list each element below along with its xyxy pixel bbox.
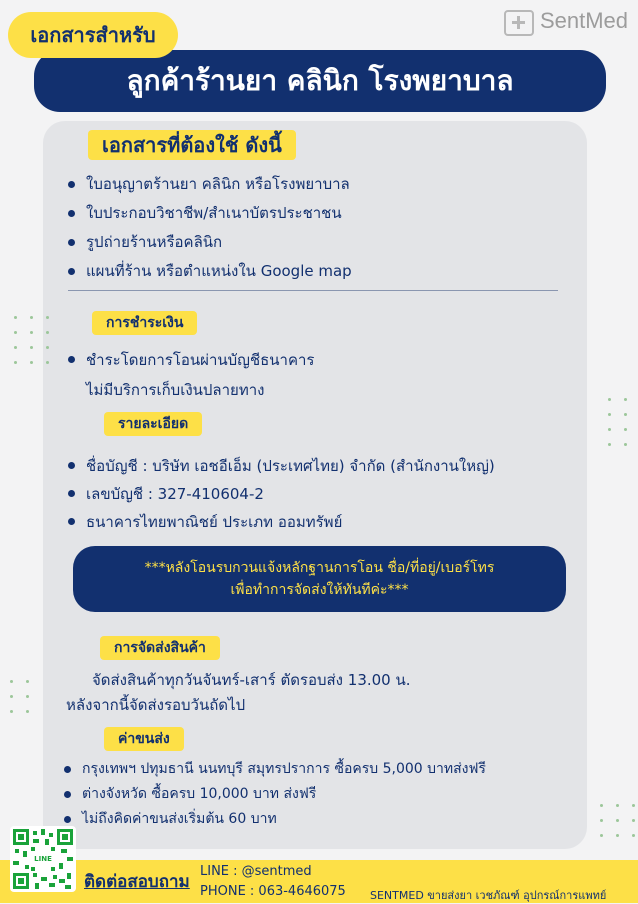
decorative-dots	[10, 680, 32, 713]
payment-note: ไม่มีบริการเก็บเงินปลายทาง	[86, 381, 265, 399]
line-id[interactable]: LINE : @sentmed	[200, 864, 312, 879]
list-item: ชำระโดยการโอนผ่านบัญชีธนาคาร	[66, 347, 586, 373]
list-item: ไม่ถึงคิดค่าขนส่งเริ่มต้น 60 บาท	[62, 807, 602, 832]
list-item: รูปถ่ายร้านหรือคลินิก	[66, 228, 586, 257]
payment-heading: การชำระเงิน	[92, 311, 197, 335]
payment-list	[66, 347, 586, 373]
notice-line-1: ***หลังโอนรบกวนแจ้งหลักฐานการโอน ชื่อ/ที่อยู่/เบอร์โทร	[144, 560, 495, 576]
section-divider	[68, 290, 558, 291]
decorative-dots	[608, 398, 638, 446]
documents-heading: เอกสารที่ต้องใช้ ดังนี้	[88, 130, 296, 160]
list-item: ใบอนุญาตร้านยา คลินิก หรือโรงพยาบาล	[66, 170, 586, 199]
list-item: แผนที่ร้าน หรือตำแหน่งใน Google map	[66, 257, 586, 286]
header-pill: เอกสารสำหรับ	[8, 12, 178, 58]
list-item: ต่างจังหวัด ซื้อครบ 10,000 บาท ส่งฟรี	[62, 782, 602, 807]
fees-heading: ค่าขนส่ง	[104, 727, 184, 751]
details-heading: รายละเอียด	[104, 412, 202, 436]
list-item: ธนาคารไทยพาณิชย์ ประเภท ออมทรัพย์	[66, 508, 606, 536]
notice-line-2: เพื่อทำการจัดส่งให้ทันทีค่ะ***	[230, 582, 409, 598]
shipping-next-day: หลังจากนี้จัดส่งรอบวันถัดไป	[66, 696, 246, 714]
qr-line-label: LINE	[32, 853, 54, 865]
documents-list	[66, 170, 586, 286]
fees-list	[62, 757, 602, 832]
phone-number[interactable]: PHONE : 063-4646075	[200, 884, 346, 899]
sentmed-logo	[504, 8, 628, 34]
list-item: ชื่อบัญชี : บริษัท เอชอีเอ็ม (ประเทศไทย) จำกัด (สำนักงานใหญ่)	[66, 452, 606, 480]
decorative-dots	[14, 316, 52, 364]
details-list	[66, 452, 606, 536]
list-item: ใบประกอบวิชาชีพ/สำเนาบัตรประชาชน	[66, 199, 586, 228]
shipping-schedule: จัดส่งสินค้าทุกวันจันทร์-เสาร์ ตัดรอบส่ง 13.00 น.	[92, 671, 411, 689]
decorative-dots	[600, 804, 638, 837]
transfer-notice	[73, 546, 566, 612]
list-item: เลขบัญชี : 327-410604-2	[66, 480, 606, 508]
contact-title: ติดต่อสอบถาม	[84, 872, 190, 892]
medical-kit-icon	[504, 10, 534, 36]
company-tagline: SENTMED ขายส่งยา เวชภัณฑ์ อุปกรณ์การแพทย์	[370, 889, 607, 902]
list-item: กรุงเทพฯ ปทุมธานี นนทบุรี สมุทรปราการ ซื้อครบ 5,000 บาทส่งฟรี	[62, 757, 602, 782]
logo-text: SentMed	[539, 8, 628, 33]
line-qr-code[interactable]	[10, 826, 76, 892]
page-title: ลูกค้าร้านยา คลินิก โรงพยาบาล	[34, 50, 606, 112]
shipping-heading: การจัดส่งสินค้า	[100, 636, 220, 660]
